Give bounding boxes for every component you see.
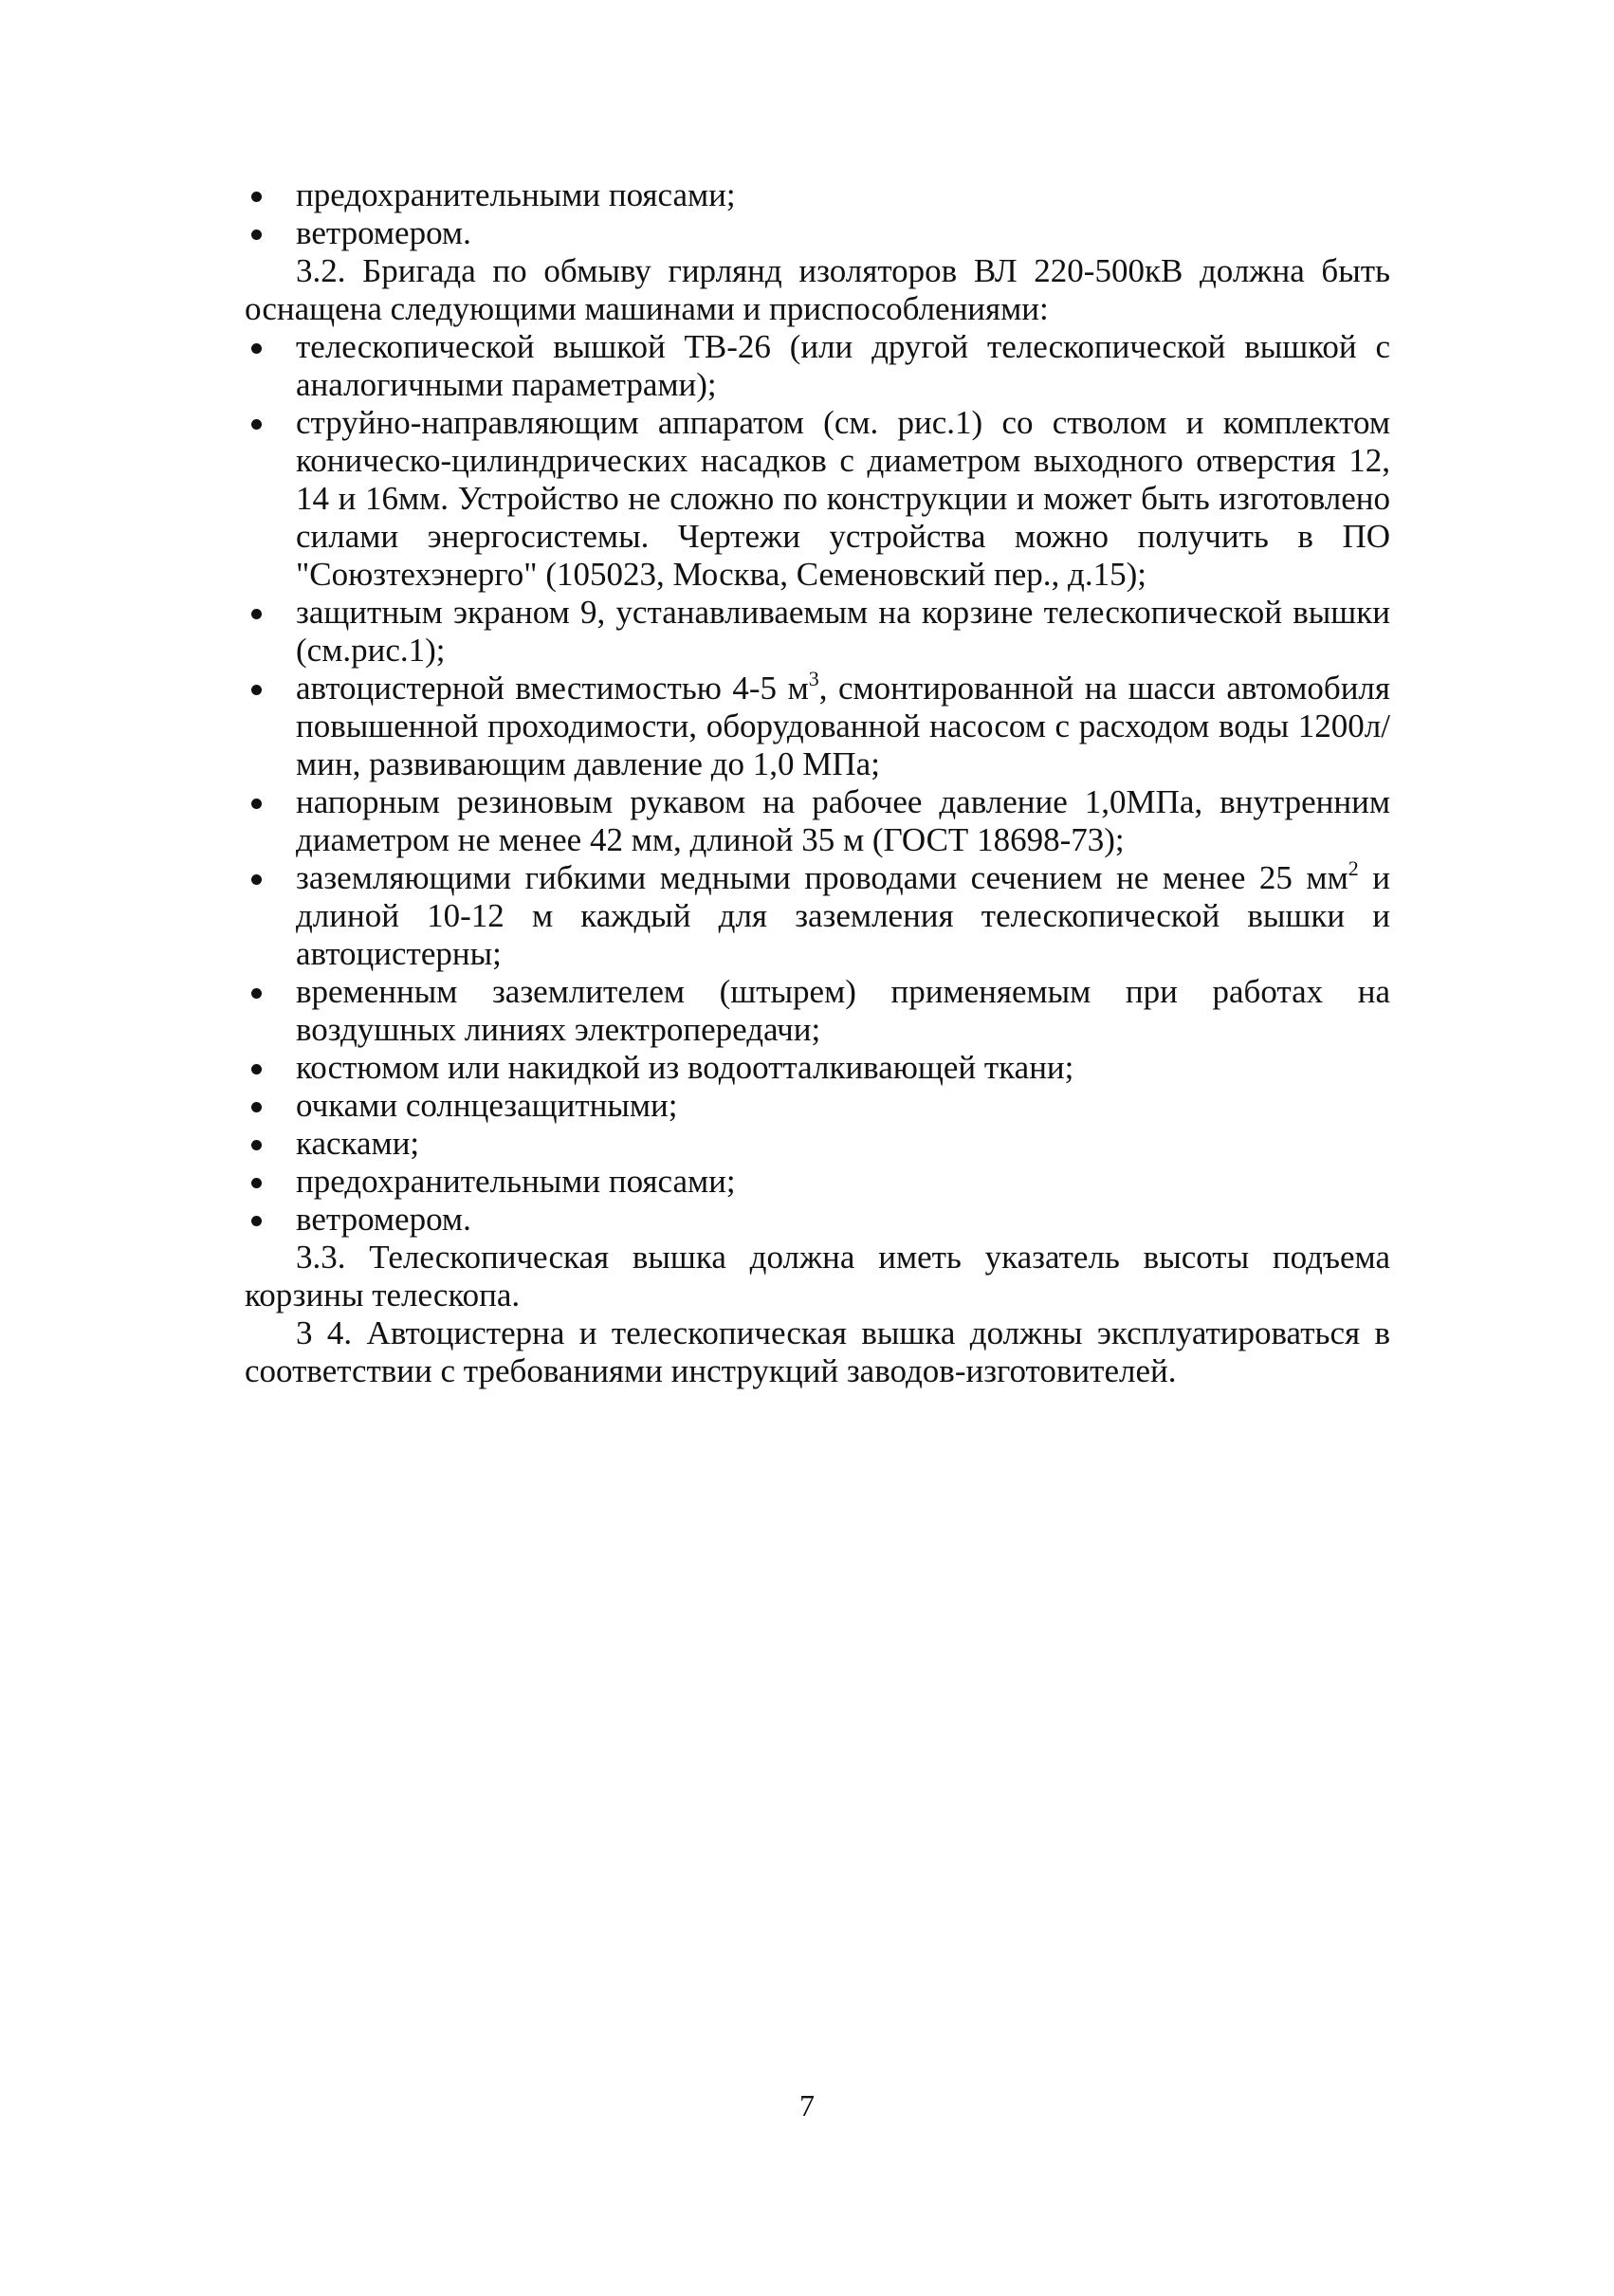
list-item: телескопической вышкой ТВ-26 (или другой телескопической вышкой с аналогичными параметрами); (245, 328, 1390, 404)
list-item (245, 667, 1390, 783)
list-item: предохранительными поясами; (245, 176, 1390, 214)
list-item: ветромером. (245, 1201, 1390, 1239)
equipment-bullet-list (245, 328, 1390, 1239)
list-item-text: , смонтированной на шасси автомобиля повышенной проходимости, оборудованной насосом с расходом воды 1200л/мин, развивающим давление до 1,0 МПа; (296, 670, 1390, 782)
superscript-cubic: 3 (808, 667, 819, 690)
list-item: временным заземлителем (штырем) применяемым при работах на воздушных линиях электропередачи; (245, 973, 1390, 1049)
paragraph-3-4: 3 4. Автоцистерна и телескопическая вышка должны эксплуатироваться в соответствии с требованиями инструкций заводов-изготовителей. (245, 1314, 1390, 1389)
paragraph-3-2: 3.2. Бригада по обмыву гирлянд изоляторов ВЛ 220-500кВ должна быть оснащена следующими машинами и приспособлениями: (245, 252, 1390, 327)
list-item-text: заземляющими гибкими медными проводами сечением не менее 25 мм (296, 859, 1348, 896)
list-item: ветромером. (245, 214, 1390, 252)
list-item: костюмом или накидкой из водоотталкивающей ткани; (245, 1049, 1390, 1087)
page-number: 7 (799, 2088, 815, 2122)
paragraph-3-3: 3.3. Телескопическая вышка должна иметь указатель высоты подъема корзины телескопа. (245, 1239, 1390, 1313)
list-item: касками; (245, 1125, 1390, 1163)
list-item-text: автоцистерной вместимостью 4-5 м (296, 670, 809, 707)
page-content (245, 176, 1390, 1390)
list-item: очками солнцезащитными; (245, 1087, 1390, 1125)
list-item: предохранительными поясами; (245, 1163, 1390, 1201)
list-item (245, 856, 1390, 973)
list-item: напорным резиновым рукавом на рабочее давление 1,0МПа, внутренним диаметром не менее 42 мм, длиной 35 м (ГОСТ 18698-73); (245, 783, 1390, 859)
superscript-square: 2 (1348, 856, 1359, 880)
list-item-text: и длиной 10-12 м каждый для заземления телескопической вышки и автоцистерны; (296, 859, 1390, 972)
list-item: защитным экраном 9, устанавливаемым на корзине телескопической вышки (см.рис.1); (245, 594, 1390, 670)
top-bullet-list (245, 176, 1390, 252)
list-item: струйно-направляющим аппаратом (см. рис.1) со стволом и комплектом коническо-цилиндрических насадков с диаметром выходного отверстия 12, 14 и 16мм. Устройство не сложно по конструкции и может быть изготовлено силами энергосистемы. Чертежи устройства можно получить в ПО "Союзтехэнерго" (105023, Москва, Семеновский пер., д.15); (245, 404, 1390, 594)
